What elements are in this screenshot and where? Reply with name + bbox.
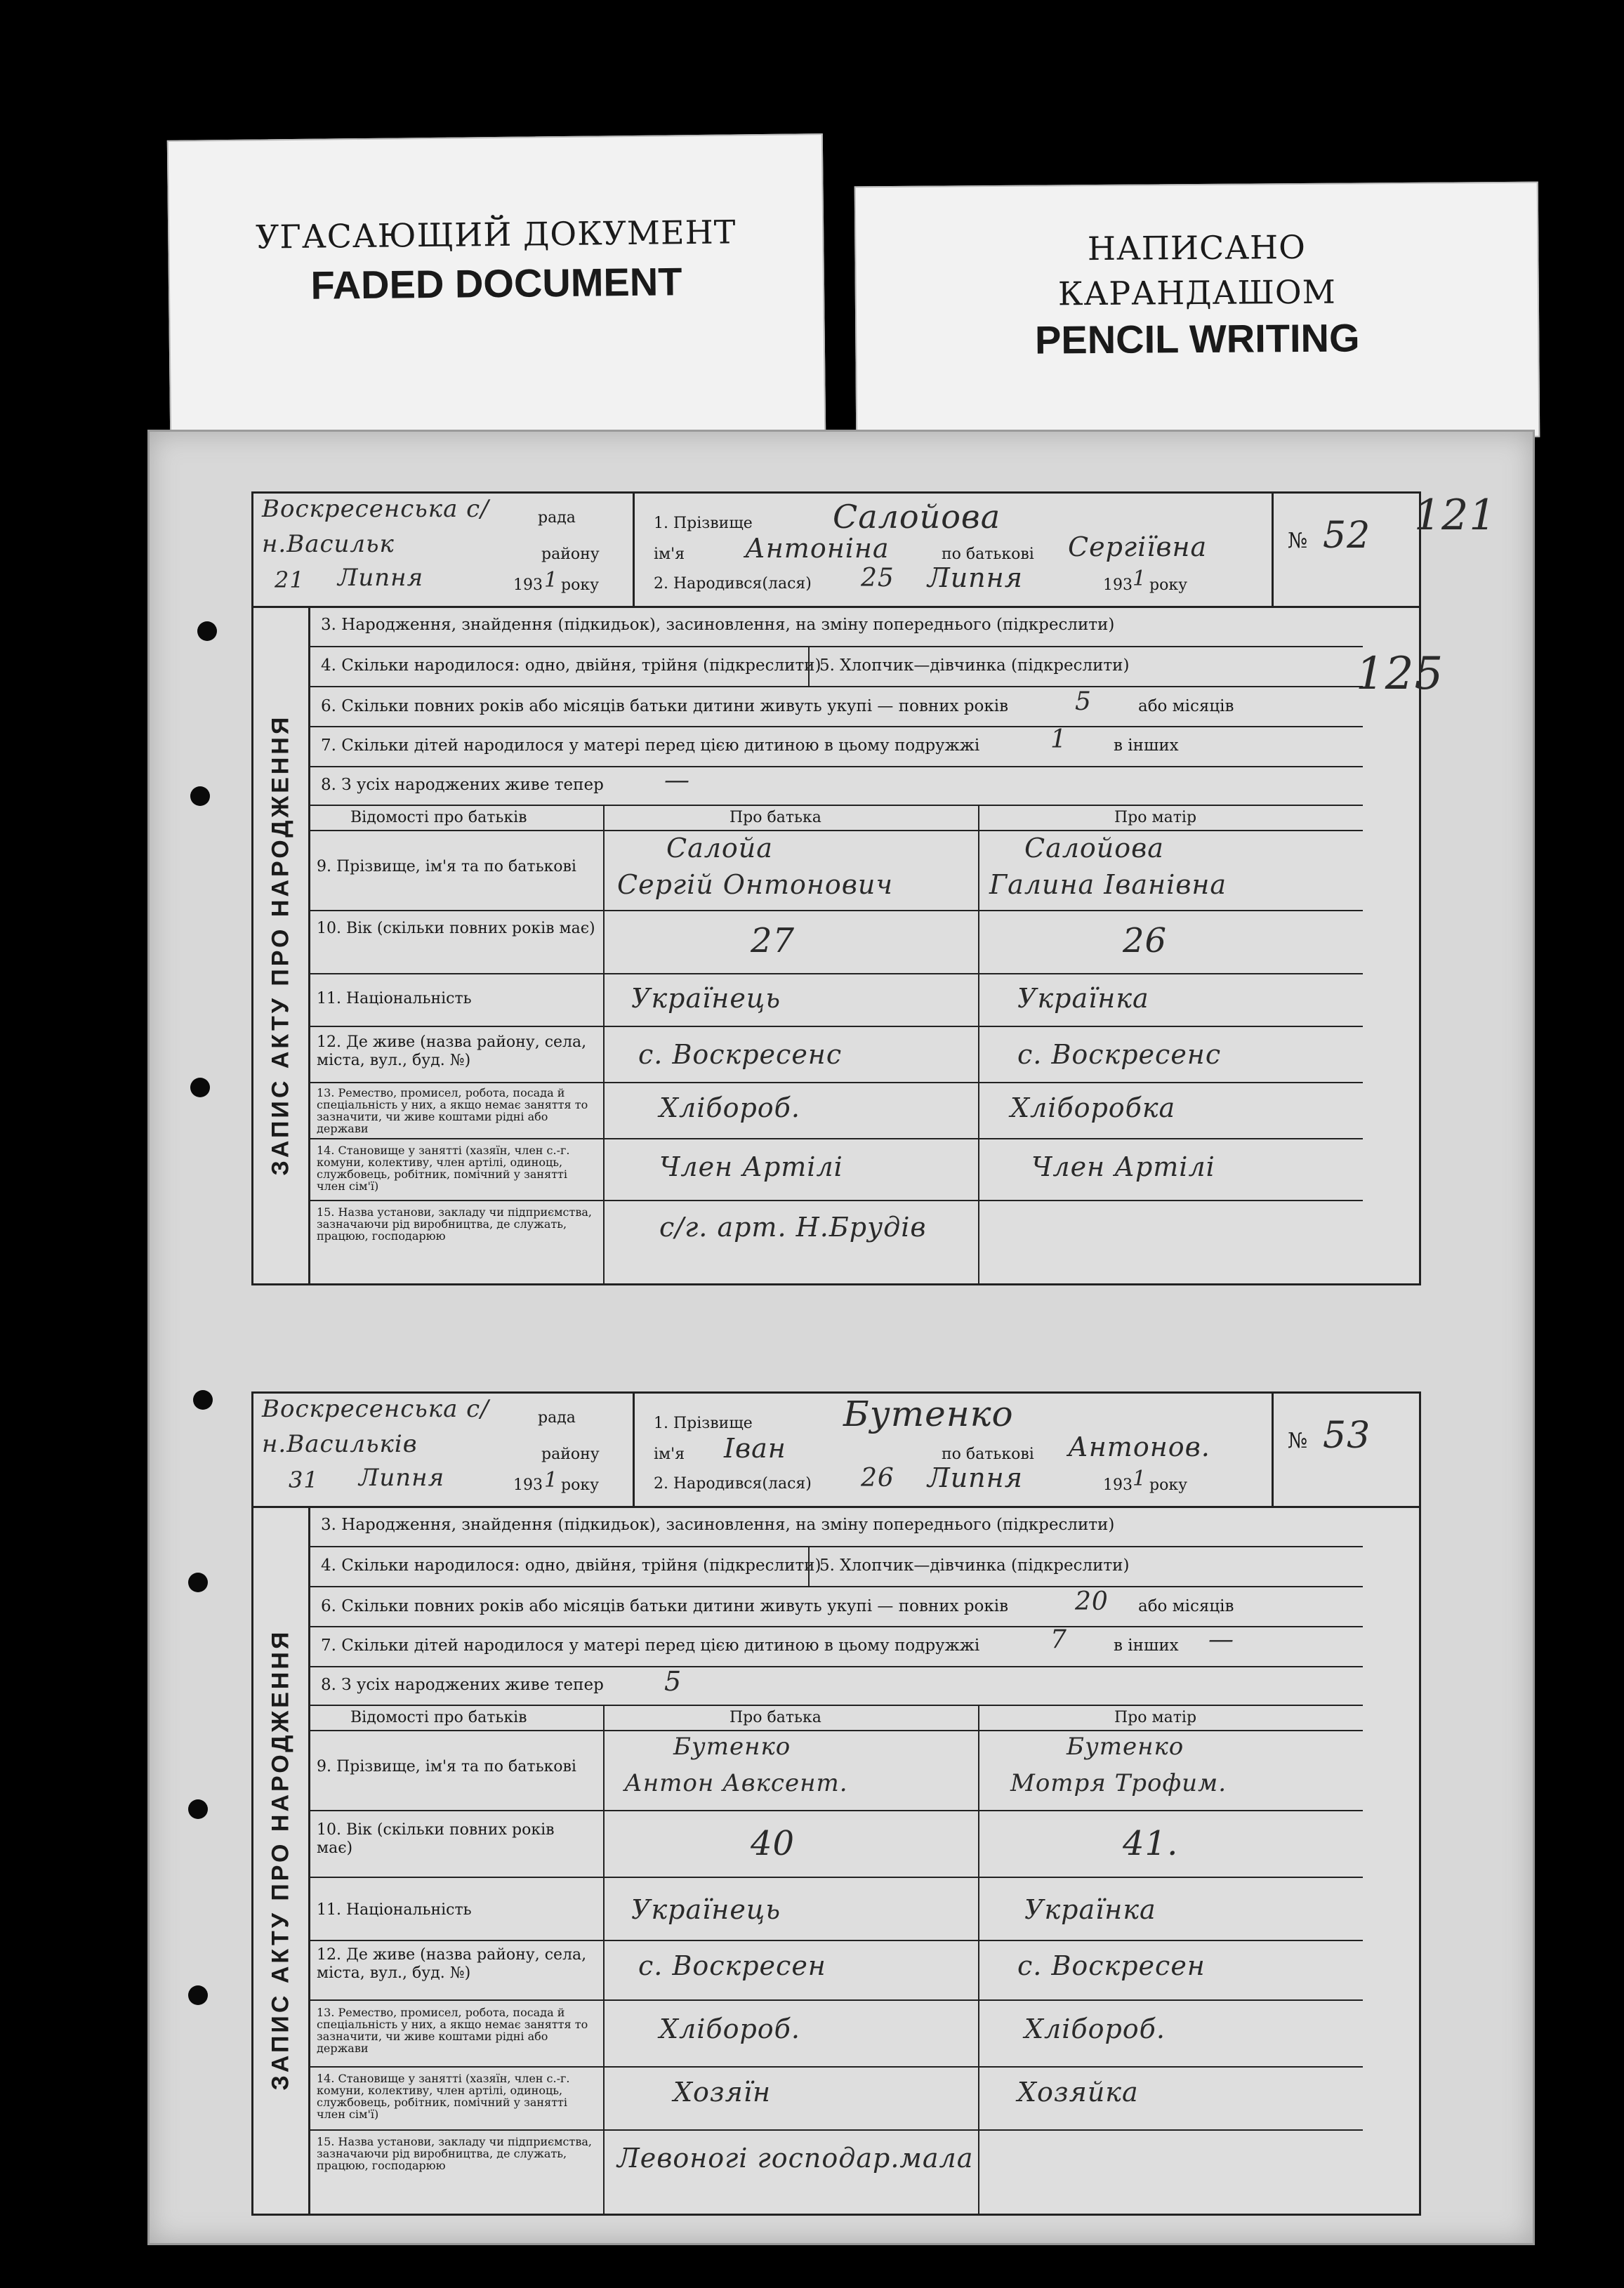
- mother-occupation: Хліборобка: [1010, 1092, 1176, 1123]
- pencil-label-ru-2: КАРАНДАШОМ: [1057, 272, 1336, 313]
- rada-handwritten: Воскресенська с/: [262, 1395, 489, 1423]
- row-11-label: 11. Національність: [317, 1901, 472, 1919]
- parents-table: [308, 805, 1363, 1283]
- reg-month: Липня: [338, 564, 424, 592]
- reg-year-prefix: 193: [513, 1476, 543, 1494]
- father-occupation: Хлібороб.: [659, 2013, 800, 2044]
- field-7-other: в інших: [1114, 1636, 1179, 1655]
- reg-year-prefix: 193: [513, 576, 543, 594]
- record-number-block: [1272, 1394, 1421, 1506]
- rada-label: рада: [538, 509, 576, 527]
- rada-label: рада: [538, 1409, 576, 1427]
- row-12-label: 12. Де живе (назва району, села, міста, вул., буд. №): [317, 1946, 587, 1982]
- surname-label: 1. Прізвище: [654, 1415, 753, 1432]
- raion-label: району: [541, 1446, 600, 1463]
- birth-year-label: року: [1149, 576, 1188, 594]
- mother-position: Хозяйка: [1017, 2077, 1139, 2108]
- record-number: 52: [1323, 515, 1371, 557]
- side-title-strip: [253, 1506, 310, 2214]
- punch-hole: [197, 621, 217, 641]
- name-handwritten: Антоніна: [745, 533, 890, 564]
- father-institution: Левоногі господар.мала: [617, 2143, 974, 2174]
- mother-surname: Салойова: [1024, 833, 1164, 864]
- field-3: 3. Народження, знайдення (підкидьок), засиновлення, на зміну попереднього (підкреслити): [321, 1516, 1115, 1534]
- margin-number: 121: [1414, 491, 1497, 540]
- mother-name: Мотря Трофим.: [1010, 1769, 1227, 1797]
- pencil-writing-card: [854, 182, 1540, 442]
- reg-day: 21: [275, 567, 305, 593]
- father-nationality: Українець: [631, 983, 781, 1014]
- row-15-label: 15. Назва установи, закладу чи підприємства, зазначаючи рід виробництва, де служать, працюю, господарюю: [317, 1205, 592, 1243]
- mother-surname: Бутенко: [1067, 1733, 1184, 1761]
- birth-day: 26: [861, 1464, 894, 1493]
- father-surname: Бутенко: [673, 1733, 791, 1761]
- father-name: Антон Авксент.: [624, 1769, 848, 1797]
- row-13-label: 13. Ремество, промисел, робота, посада й спеціальність у них, а якщо немає заняття то зазначити, чи живе коштами рідні або держави: [317, 2006, 588, 2055]
- record-header: [253, 491, 1497, 608]
- years-together: 5: [1075, 687, 1092, 716]
- father-surname: Салойа: [666, 833, 773, 864]
- father-residence: с. Воскресен: [638, 1950, 826, 1981]
- years-together: 20: [1075, 1587, 1109, 1616]
- birth-month: Липня: [927, 1462, 1023, 1493]
- child-name-block: [633, 1394, 1272, 1506]
- birth-day: 25: [861, 564, 894, 593]
- side-title: ЗАПИС АКТУ ПРО НАРОДЖЕННЯ: [267, 714, 294, 1175]
- father-age: 27: [751, 921, 796, 960]
- registry-office-block: [253, 1394, 635, 1506]
- row-15-label: 15. Назва установи, закладу чи підприємства, зазначаючи рід виробництва, де служать, працюю, господарюю: [317, 2135, 592, 2172]
- field-7-other: в інших: [1114, 736, 1179, 755]
- punch-hole: [188, 1985, 208, 2005]
- surname-handwritten: Салойова: [833, 498, 1001, 536]
- record-number-block: [1272, 491, 1497, 606]
- father-name: Сергій Онтонович: [617, 869, 894, 900]
- punch-hole: [188, 1573, 208, 1592]
- pencil-label-ru-1: НАПИСАНО: [1087, 227, 1307, 268]
- field-6: 6. Скільки повних років або місяців батьки дитини живуть укупі — повних років: [321, 697, 1009, 715]
- living-now: —: [664, 766, 690, 795]
- field-7: 7. Скільки дітей народилося у матері перед цією дитиною в цьому подружжі: [321, 1636, 980, 1655]
- field-4: 4. Скільки народилося: одно, двійня, трійня (підкреслити): [321, 1556, 821, 1575]
- punch-hole: [188, 1799, 208, 1819]
- row-11-label: 11. Національність: [317, 990, 472, 1007]
- patronymic-label: по батькові: [942, 545, 1034, 563]
- row-13-label: 13. Ремество, промисел, робота, посада й спеціальність у них, а якщо немає заняття то зазначити, чи живе коштами рідні або держави: [317, 1086, 588, 1135]
- faded-label-en: FADED DOCUMENT: [310, 259, 682, 308]
- reg-year: 1: [544, 568, 559, 593]
- father-residence: с. Воскресенс: [638, 1039, 843, 1070]
- field-3: 3. Народження, знайдення (підкидьок), засиновлення, на зміну попереднього (підкреслити): [321, 616, 1115, 634]
- row-9-label: 9. Прізвище, ім'я та по батькові: [317, 1758, 576, 1775]
- birth-month: Липня: [927, 562, 1023, 593]
- col-header-father: Про батька: [730, 1709, 821, 1726]
- record-number: 53: [1323, 1415, 1371, 1457]
- field-6: 6. Скільки повних років або місяців батьки дитини живуть укупі — повних років: [321, 1597, 1009, 1615]
- rada-handwritten: Воскресенська с/: [262, 495, 489, 523]
- mother-residence: с. Воскресенс: [1017, 1039, 1222, 1070]
- mother-residence: с. Воскресен: [1017, 1950, 1206, 1981]
- raion-handwritten: н.Васильк: [262, 530, 395, 558]
- child-name-block: [633, 494, 1272, 606]
- father-position: Член Артілі: [659, 1151, 843, 1182]
- col-header-parents: Відомості про батьків: [350, 1709, 527, 1726]
- mother-nationality: Українка: [1024, 1894, 1156, 1925]
- side-title-strip: [253, 606, 310, 1283]
- col-header-father: Про батька: [730, 809, 821, 826]
- father-position: Хозяїн: [673, 2077, 771, 2108]
- row-10-label: 10. Вік (скільки повних років має): [317, 920, 595, 937]
- mother-age: 26: [1123, 921, 1168, 960]
- birth-record-53: [251, 1391, 1421, 2216]
- col-header-mother: Про матір: [1114, 1709, 1197, 1726]
- patronymic-handwritten: Сергіївна: [1068, 531, 1208, 562]
- field-6-months: або місяців: [1138, 697, 1234, 715]
- raion-handwritten: н.Васильків: [262, 1430, 418, 1458]
- birth-year: 1: [1133, 567, 1147, 591]
- reg-year-label: року: [561, 1476, 600, 1494]
- surname-label: 1. Прізвище: [654, 515, 753, 532]
- reg-year: 1: [544, 1468, 559, 1493]
- birth-year: 1: [1133, 1467, 1147, 1491]
- punch-hole: [190, 786, 210, 806]
- reg-day: 31: [289, 1467, 319, 1493]
- birth-year-label: року: [1149, 1476, 1188, 1494]
- row-12-label: 12. Де живе (назва району, села, міста, вул., буд. №): [317, 1033, 587, 1069]
- mother-name: Галина Іванівна: [989, 869, 1227, 900]
- margin-number-2: 125: [1356, 648, 1444, 700]
- living-now: 5: [664, 1666, 682, 1697]
- field-4: 4. Скільки народилося: одно, двійня, трійня (підкреслити): [321, 656, 821, 675]
- row-14-label: 14. Становище у занятті (хазяїн, член с.-г. комуни, колективу, член артілі, одиноць, службовець, робітник, помічний у занятті член сім'ї): [317, 1144, 570, 1193]
- father-occupation: Хлібороб.: [659, 1092, 800, 1123]
- patronymic-label: по батькові: [942, 1446, 1034, 1463]
- birth-year-prefix: 193: [1103, 1476, 1133, 1494]
- raion-label: району: [541, 545, 600, 563]
- father-nationality: Українець: [631, 1894, 781, 1925]
- punch-hole: [193, 1390, 213, 1410]
- parents-table: [308, 1705, 1363, 2214]
- name-label: ім'я: [654, 1446, 685, 1463]
- born-label: 2. Народився(лася): [654, 575, 812, 593]
- registry-office-block: [253, 494, 635, 606]
- birth-year-prefix: 193: [1103, 576, 1133, 594]
- punch-hole: [190, 1078, 210, 1097]
- reg-year-label: року: [561, 576, 600, 594]
- pencil-label-en: PENCIL WRITING: [1034, 315, 1360, 362]
- mother-nationality: Українка: [1017, 983, 1149, 1014]
- faded-document-card: [167, 133, 826, 438]
- number-label: №: [1288, 529, 1308, 553]
- row-10-label: 10. Вік (скільки повних років має): [317, 1821, 555, 1857]
- field-5: 5. Хлопчик—дівчинка (підкреслити): [819, 1556, 1130, 1575]
- father-age: 40: [751, 1824, 796, 1863]
- birth-record-52: [251, 491, 1497, 1285]
- field-8: 8. З усіх народжених живе тепер: [321, 1676, 604, 1694]
- number-label: №: [1288, 1429, 1308, 1453]
- children-other: —: [1208, 1625, 1234, 1654]
- field-5: 5. Хлопчик—дівчинка (підкреслити): [819, 656, 1130, 675]
- side-title: ЗАПИС АКТУ ПРО НАРОДЖЕННЯ: [267, 1629, 294, 2091]
- surname-handwritten: Бутенко: [843, 1394, 1014, 1434]
- record-header: [253, 1394, 1419, 1508]
- patronymic-handwritten: Антонов.: [1068, 1431, 1210, 1462]
- children-before: 7: [1050, 1625, 1067, 1654]
- name-handwritten: Іван: [724, 1433, 786, 1464]
- mother-age: 41.: [1123, 1824, 1179, 1863]
- field-7: 7. Скільки дітей народилося у матері перед цією дитиною в цьому подружжі: [321, 736, 980, 755]
- mother-occupation: Хлібороб.: [1024, 2013, 1166, 2044]
- field-8: 8. З усіх народжених живе тепер: [321, 776, 604, 794]
- row-9-label: 9. Прізвище, ім'я та по батькові: [317, 858, 576, 875]
- reg-month: Липня: [359, 1464, 445, 1492]
- row-14-label: 14. Становище у занятті (хазяїн, член с.-г. комуни, колективу, член артілі, одиноць, службовець, робітник, помічний у занятті член сім'ї): [317, 2072, 570, 2121]
- field-6-months: або місяців: [1138, 1597, 1234, 1615]
- name-label: ім'я: [654, 545, 685, 563]
- born-label: 2. Народився(лася): [654, 1475, 812, 1493]
- mother-position: Член Артілі: [1031, 1151, 1215, 1182]
- col-header-parents: Відомості про батьків: [350, 809, 527, 826]
- col-header-mother: Про матір: [1114, 809, 1197, 826]
- father-institution: с/г. арт. Н.Брудів: [659, 1212, 927, 1243]
- children-before: 1: [1050, 725, 1067, 754]
- faded-label-ru: УГАСАЮЩИЙ ДОКУМЕНТ: [255, 213, 737, 256]
